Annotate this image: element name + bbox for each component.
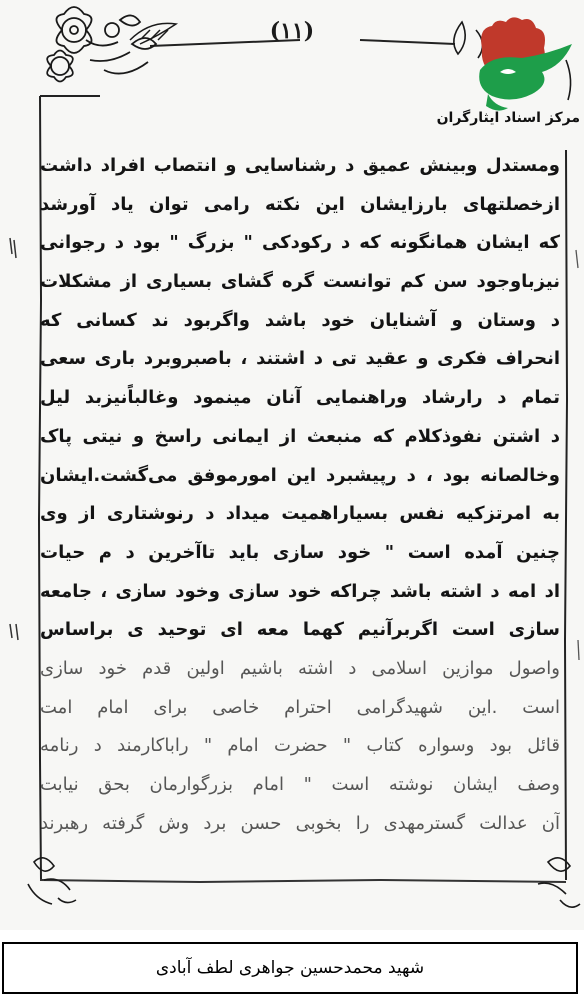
text-line: به امرتزکیه نفس بسیاراهمیت میداد د رنوشتاری از وی	[40, 503, 560, 525]
bottom-border-line	[40, 880, 566, 882]
caption-box	[2, 942, 578, 994]
text-line: است .این شهیدگرامی احترام خاصی برای امام امت	[40, 696, 560, 718]
document-body	[40, 147, 560, 843]
top-border-line	[40, 40, 455, 96]
text-line: د وستان و آشنایان خود باشد واگربود ند کسانی که	[40, 309, 560, 331]
text-line: ومستدل وبینش عمیق د رشناسایی و انتصاب افراد داشت	[40, 155, 560, 176]
right-border-line	[565, 150, 567, 880]
left-margin-marks	[10, 238, 18, 640]
text-line: آن عدالت گسترمهدی را بخوبی حسن برد وش گرفته رهبرند	[40, 812, 560, 834]
text-line: نیزباوجود سن کم توانست گره گشای بسیاری از مشکلات	[40, 271, 560, 293]
text-line: قائل بود وسواره کتاب " حضرت امام " راباکارمند د رنامه	[40, 735, 560, 757]
right-margin-marks	[576, 250, 579, 660]
text-line: که ایشان همانگونه که د رکودکی " بزرگ " بود د رجوانی	[40, 232, 560, 254]
text-line: ازخصلتهای بارزایشان این نکته رامی توان یاد آورشد	[40, 193, 560, 215]
text-line: وخالصانه بود ، د رپیشبرد این امورموفق می‌گشت.ایشان	[40, 464, 560, 486]
caption-text: شهید محمدحسین جواهری لطف آبادی	[155, 958, 425, 978]
text-line: واصول موازین اسلامی د اشته باشیم اولین قدم خود سازی	[40, 657, 560, 679]
text-line: سازی است اگربرآنیم کهما معه ای توحید ی براساس	[40, 619, 560, 641]
text-line: وصف ایشان نوشته است " امام بزرگوارمان بحق نیابت	[40, 774, 560, 795]
page-number: (۱۱)	[269, 18, 315, 44]
text-line: د اشتن نفوذکلام که منبعث از ایمانی راسخ و نیتی پاک	[40, 425, 560, 447]
logo-text: مرکز اسناد ایثارگران	[436, 110, 580, 126]
text-line: چنین آمده است " خود سازی باید تاآخرین د م حیات	[40, 541, 560, 563]
text-line: تمام د رارشاد وراهنمایی آنان مینمود وغالباًنیزبد لیل	[40, 387, 560, 409]
text-line: انحراف فکری و عقید تی د اشتند ، باصبروبرد باری سعی	[40, 348, 560, 370]
text-line: اد امه د اشته باشد چراکه خود سازی وخود سازی ، جامعه	[40, 580, 560, 602]
